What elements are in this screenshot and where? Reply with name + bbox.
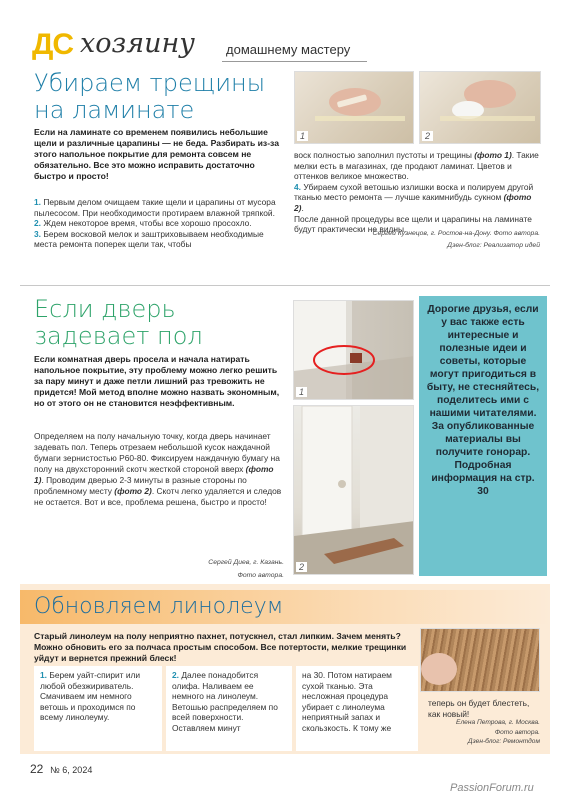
reader-appeal-text: Дорогие друзья, если у вас также есть интересные и полезные идеи и советы, которые могут пригодиться в быту, не стесняйтесь, поделитесь ими с нашими читателями. За опубликованные материалы вы получите гонорар. Подробная информация на стр. 30 bbox=[426, 304, 540, 497]
header bbox=[30, 26, 550, 66]
crayon-hand-illustration bbox=[295, 72, 414, 144]
section-divider-1 bbox=[20, 285, 550, 286]
door-floor-illustration bbox=[294, 301, 414, 400]
logo-word: хозяину bbox=[80, 28, 195, 59]
article3-photo bbox=[420, 628, 540, 692]
article3-card-3: на 30. Потом натираем сухой тканью. Эта несложная процедура убирает с линолеума неприятный запах и скользкость. К тому же bbox=[296, 666, 418, 751]
article2-photo-2: 2 bbox=[293, 405, 414, 575]
header-subtitle: домашнему мастеру bbox=[226, 42, 351, 57]
article2-lead: Если комнатная дверь просела и начала натирать напольное покрытие, эту проблему можно легко решить за пару минут и даже петли лишний раз тревожить не придется! Мой метод вполне можно назвать экономным, но от этого он не становится неэффективным. bbox=[34, 354, 280, 408]
logo-ds: ДС bbox=[32, 28, 74, 61]
article1-photo-2: 2 bbox=[419, 71, 541, 144]
article3-card-2: 2. Далее понадобится олифа. Наливаем ее немного на линолеум. Ветошью распределяем по всей поверхности. Оставляем минут bbox=[166, 666, 292, 751]
article2-body: Определяем на полу начальную точку, когда дверь начинает задевать пол. Теперь отрезаем небольшой кусок наждачной бумаги зернистостью Р60-80. Фиксируем наждачную бумагу на полу на двухсторонний скотч жесткой стороной вверх (фото 1). Проводим дверью 2-3 минуты в разные стороны по проблемному месту (фото 2). Скотч легко удаляется и следов не остается. Вот и все, проблема решена, быстро и просто! bbox=[34, 431, 282, 507]
reader-appeal-box bbox=[419, 296, 547, 576]
watermark: PassionForum.ru bbox=[450, 782, 534, 794]
article1-photo-1: 1 bbox=[294, 71, 414, 144]
article3-card-1: 1. Берем уайт-спирит или любой обезжириватель. Смачиваем им немного ветошь и проходимся по всему линолеуму. bbox=[34, 666, 162, 751]
header-rule bbox=[222, 61, 367, 62]
article2-credits: Сергей Диев, г. Казань. Фото автора. bbox=[208, 559, 284, 579]
page-number: 22 bbox=[30, 762, 44, 776]
article1-title: Убираем трещины на ламинате bbox=[34, 69, 266, 124]
article1-lead: Если на ламинате со временем появились небольшие щели и различные царапины — не беда. Разбирать из-за этого напольное покрытие для ремонта совсем не обязательно. Все это можно исправить достаточно быстро и просто! bbox=[34, 127, 279, 181]
cloth-hand-illustration bbox=[420, 72, 541, 144]
article3-lead: Старый линолеум на полу неприятно пахнет, потускнел, стал липким. Зачем менять? Можно обновить его за полчаса простым способом. Все потертости, мелкие трещинки уйдут и вернется прежний блеск! bbox=[34, 631, 407, 663]
article1-col1: 1. Первым делом очищаем такие щели и царапины от мусора пылесосом. При необходимости протираем влажной тряпкой. 2. Ждем некоторое время, чтобы все хорошо просохло. 3. Берем восковой мелок и заштриховываем необходимые места ремонта поперек щели так, чтобы bbox=[34, 197, 276, 250]
article1-credits: Сергей Кузнецов, г. Ростов-на-Дону. Фото автора. Дзен-блог: Реализатор идей bbox=[372, 230, 540, 249]
article1-col2: воск полностью заполнил пустоты и трещины (фото 1). Такие мелки есть в магазинах, где продают ламинат. Цветов и оттенков великое множество. 4. Убираем сухой ветошью излишки воска и полируем другой тканью место ремонта — лучше какимнибудь сукном (фото 2). После данной процедуры все щели и царапины на ламинате будут практически не видны. bbox=[294, 150, 539, 235]
article3-col4: теперь он будет блестеть, как новый! bbox=[428, 698, 530, 719]
linoleum-hand-illustration bbox=[421, 629, 540, 692]
door-sandpaper-illustration bbox=[294, 406, 414, 575]
article2-title: Если дверь задевает пол bbox=[34, 295, 203, 350]
article3-title: Обновляем линолеум bbox=[34, 594, 284, 619]
article3-credits: Елена Петрова, г. Москва. Фото автора. Дзен-блог: Ремонтдом bbox=[456, 719, 540, 745]
page-footer bbox=[30, 762, 92, 776]
issue-number: № 6, 2024 bbox=[50, 765, 93, 775]
article2-photo-1: 1 bbox=[293, 300, 414, 400]
